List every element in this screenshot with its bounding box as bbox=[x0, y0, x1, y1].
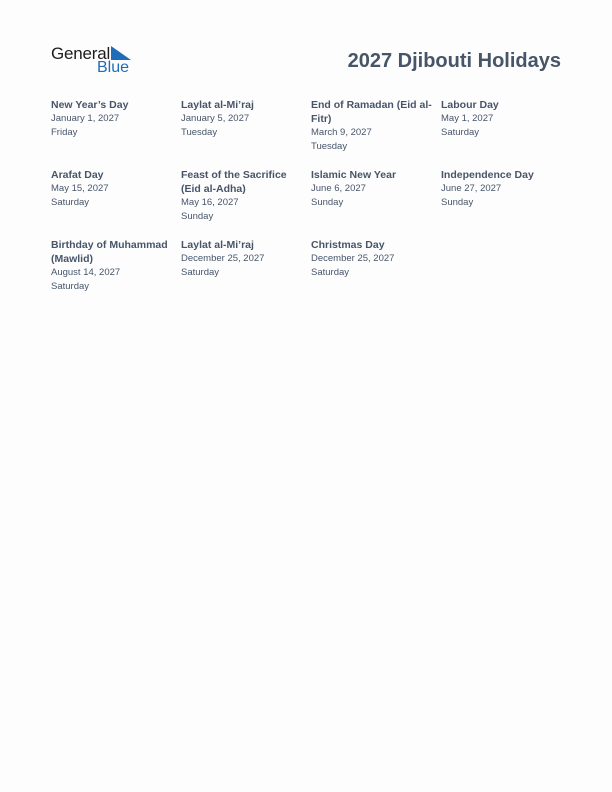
holiday-item bbox=[441, 168, 571, 238]
holiday-item bbox=[441, 98, 571, 168]
holiday-item bbox=[311, 98, 441, 168]
holiday-date: August 14, 2027 bbox=[51, 267, 121, 278]
holiday-name: Independence Day bbox=[441, 169, 534, 181]
holiday-item bbox=[181, 98, 311, 168]
holiday-date: May 15, 2027 bbox=[51, 183, 109, 194]
holiday-name: New Year’s Day bbox=[51, 99, 129, 111]
holiday-date: March 9, 2027 bbox=[311, 127, 372, 138]
holiday-name: Birthday of Muhammad (Mawlid) bbox=[51, 239, 168, 265]
holiday-item bbox=[311, 238, 441, 308]
holiday-name: Feast of the Sacrifice (Eid al-Adha) bbox=[181, 169, 287, 195]
holiday-item bbox=[311, 168, 441, 238]
holiday-name: Laylat al-Mi’raj bbox=[181, 99, 254, 111]
holiday-weekday: Saturday bbox=[181, 267, 220, 278]
holiday-weekday: Sunday bbox=[441, 197, 474, 208]
holiday-item bbox=[181, 238, 311, 308]
holiday-grid bbox=[51, 98, 571, 308]
holiday-row bbox=[51, 98, 571, 168]
holiday-name: Labour Day bbox=[441, 99, 499, 111]
holiday-date: December 25, 2027 bbox=[311, 253, 395, 264]
holiday-weekday: Tuesday bbox=[181, 127, 218, 138]
holiday-date: December 25, 2027 bbox=[181, 253, 265, 264]
holiday-row bbox=[51, 168, 571, 238]
holiday-date: June 27, 2027 bbox=[441, 183, 502, 194]
holiday-date: June 6, 2027 bbox=[311, 183, 366, 194]
holiday-name: Islamic New Year bbox=[311, 169, 397, 181]
holiday-date: January 5, 2027 bbox=[181, 113, 250, 124]
generalblue-logo bbox=[51, 44, 141, 78]
holiday-weekday: Friday bbox=[51, 127, 78, 138]
holiday-weekday: Sunday bbox=[181, 211, 214, 222]
logo-triangle-icon bbox=[111, 46, 131, 60]
holiday-item bbox=[51, 238, 181, 308]
page-title: 2027 Djibouti Holidays bbox=[347, 50, 561, 72]
holiday-item bbox=[181, 168, 311, 238]
holiday-date: January 1, 2027 bbox=[51, 113, 120, 124]
holiday-item bbox=[51, 98, 181, 168]
holiday-row bbox=[51, 238, 571, 308]
holiday-name: Christmas Day bbox=[311, 239, 385, 251]
logo-text-blue: Blue bbox=[97, 59, 130, 76]
holiday-weekday: Saturday bbox=[51, 281, 90, 292]
holiday-name: Arafat Day bbox=[51, 169, 104, 181]
holiday-date: May 1, 2027 bbox=[441, 113, 494, 124]
holiday-name: End of Ramadan (Eid al-Fitr) bbox=[311, 99, 432, 125]
holiday-weekday: Saturday bbox=[51, 197, 90, 208]
holiday-weekday: Sunday bbox=[311, 197, 344, 208]
holiday-weekday: Tuesday bbox=[311, 141, 348, 152]
holiday-date: May 16, 2027 bbox=[181, 197, 239, 208]
logo-text-general: General bbox=[51, 44, 111, 63]
holiday-item bbox=[51, 168, 181, 238]
holiday-weekday: Saturday bbox=[441, 127, 480, 138]
holiday-weekday: Saturday bbox=[311, 267, 350, 278]
holiday-name: Laylat al-Mi’raj bbox=[181, 239, 254, 251]
